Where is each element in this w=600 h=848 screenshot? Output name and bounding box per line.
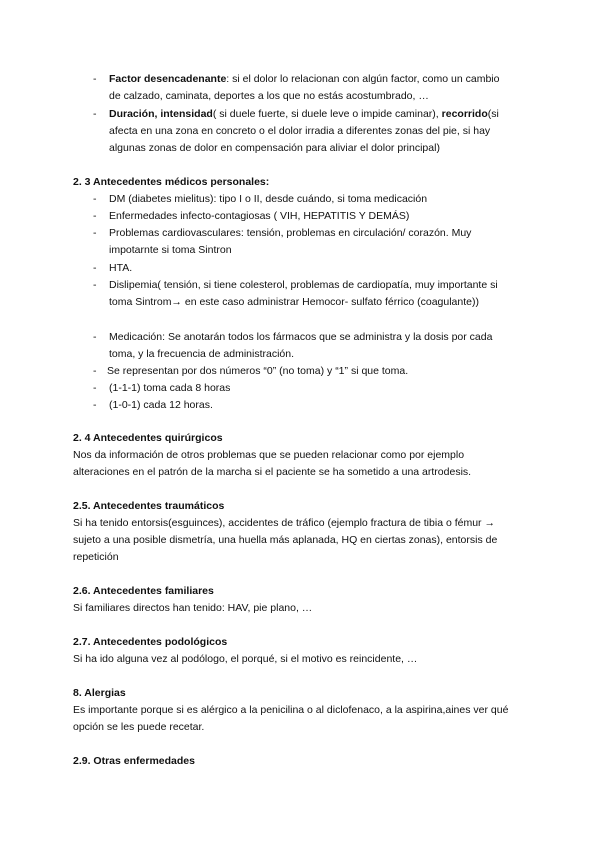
list-bullet: - (93, 365, 97, 377)
list-item-text: toma, y la frecuencia de administración. (109, 348, 295, 360)
list-item-factor: Factor desencadenante: si el dolor lo relacionan con algún factor, como un cambio (109, 73, 500, 85)
list-bullet: - (93, 193, 97, 205)
paragraph-line: Es importante porque si es alérgico a la penicilina o al diclofenaco, a la aspirina,aines ver qué (73, 704, 509, 716)
list-item-text: impotarnte si toma Sintron (109, 244, 232, 256)
list-bullet: - (93, 227, 97, 239)
section-heading: 2. 4 Antecedentes quirúrgicos (73, 432, 223, 444)
section-heading: 2.9. Otras enfermedades (73, 755, 195, 767)
paragraph-line: Nos da información de otros problemas que se pueden relacionar como por ejemplo (73, 449, 465, 461)
list-bullet: - (93, 108, 97, 120)
paragraph-line: alteraciones en el patrón de la marcha si el paciente se ha sometido a una artrodesis. (73, 466, 472, 478)
list-item-text: DM (diabetes mielitus): tipo I o II, desde cuándo, si toma medicación (109, 193, 428, 205)
section-heading: 2.6. Antecedentes familiares (73, 585, 214, 597)
paragraph-line: Si familiares directos han tenido: HAV, pie plano, … (73, 602, 313, 614)
list-item-text: Problemas cardiovasculares: tensión, problemas en circulación/ corazón. Muy (109, 227, 472, 239)
paragraph-line: opción se les puede recetar. (73, 721, 205, 733)
list-item-text: Medicación: Se anotarán todos los fármacos que se administra y la dosis por cada (109, 331, 493, 343)
list-bullet: - (93, 331, 97, 343)
list-bullet: - (93, 382, 97, 394)
list-item-text: Enfermedades infecto-contagiosas ( VIH, HEPATITIS Y DEMÁS) (109, 210, 410, 222)
term-label: Factor desencadenante (109, 73, 227, 85)
term-label: recorrido (441, 108, 488, 120)
paragraph-line: Si ha tenido entorsis(esguinces), accidentes de tráfico (ejemplo fractura de tibia o fémur → (73, 517, 495, 529)
list-item-duracion: Duración, intensidad( si duele fuerte, si duele leve o impide caminar), recorrido(si (109, 108, 499, 120)
list-item-text: de calzado, caminata, deportes a los que no estás acostumbrado, … (109, 90, 429, 102)
section-heading: 2.7. Antecedentes podológicos (73, 636, 228, 648)
section-heading: 8. Alergias (73, 687, 126, 699)
list-item-text: (1-1-1) toma cada 8 horas (109, 382, 231, 394)
list-item-text: HTA. (109, 262, 133, 274)
list-item-text: algunas zonas de dolor en compensación para aliviar el dolor principal) (109, 142, 440, 154)
list-bullet: - (93, 210, 97, 222)
list-item-text: Se representan por dos números “0” (no toma) y “1” si que toma. (107, 365, 409, 377)
paragraph-line: Si ha ido alguna vez al podólogo, el porqué, si el motivo es reincidente, … (73, 653, 418, 665)
paragraph-line: sujeto a una posible dismetría, una huella más aplanada, HQ en ciertas zonas), entorsis de (73, 534, 498, 546)
list-item-text: (1-0-1) cada 12 horas. (109, 399, 213, 411)
list-bullet: - (93, 399, 97, 411)
list-bullet: - (93, 73, 97, 85)
list-item-text: toma Sintrom→ en este caso administrar Hemocor- sulfato férrico (coagulante)) (109, 296, 479, 308)
paragraph-line: repetición (73, 551, 119, 563)
section-heading: 2.5. Antecedentes traumáticos (73, 500, 225, 512)
section-heading: 2. 3 Antecedentes médicos personales: (73, 176, 270, 188)
term-label: Duración, intensidad (109, 108, 213, 120)
list-bullet: - (93, 262, 97, 274)
list-item-text: afecta en una zona en concreto o el dolor irradia a diferentes zonas del pie, si hay (109, 125, 491, 137)
list-bullet: - (93, 279, 97, 291)
list-item-text: Dislipemia( tensión, si tiene colesterol, problemas de cardiopatía, muy importante si (109, 279, 498, 291)
